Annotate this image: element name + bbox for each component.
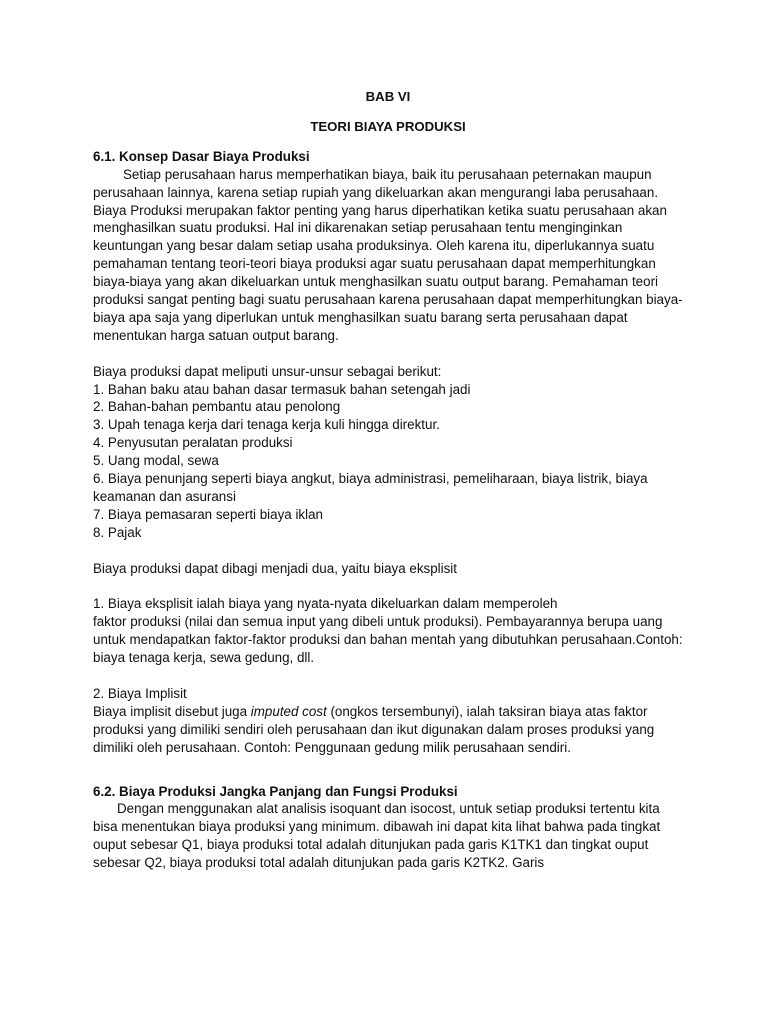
- section-2-heading: 6.2. Biaya Produksi Jangka Panjang dan Fungsi Produksi: [93, 783, 458, 799]
- implicit-cost-heading: 2. Biaya Implisit: [93, 685, 187, 701]
- spacer: [93, 667, 683, 685]
- section-2-paragraph: Dengan menggunakan alat analisis isoquant dan isocost, untuk setiap produksi tertentu kita bisa menentukan biaya produksi yang minimum. dibawah ini dapat kita lihat bahwa pada tingkat ouput sebesar Q1, biaya produksi total adalah ditunjukan pada garis K1TK1 dan tingkat ouput sebesar Q2, biaya produksi total adalah ditunjukan pada garis K2TK2. Garis: [93, 801, 661, 871]
- explicit-cost-line-1: 1. Biaya eksplisit ialah biaya yang nyata-nyata dikeluarkan dalam memperoleh: [93, 596, 558, 612]
- list-item: 7. Biaya pemasaran seperti biaya iklan: [93, 506, 324, 522]
- list-item: 2. Bahan-bahan pembantu atau penolong: [93, 399, 341, 415]
- list-item: 3. Upah tenaga kerja dari tenaga kerja kuli hingga direktur.: [93, 417, 440, 433]
- list-item: 4. Penyusutan peralatan produksi: [93, 435, 293, 451]
- explicit-cost-text: faktor produksi (nilai dan semua input yang dibeli untuk produksi). Pembayarannya berupa uang untuk mendapatkan faktor-faktor produksi dan bahan mentah yang dibutuhkan perusahaan.Contoh: biaya tenaga kerja, sewa gedung, dll.: [93, 614, 683, 666]
- list-item: 5. Uang modal, sewa: [93, 453, 219, 469]
- imputed-cost-term: imputed cost: [250, 703, 327, 719]
- cost-elements-intro: Biaya produksi dapat meliputi unsur-unsur sebagai berikut:: [93, 363, 442, 379]
- list-item: 1. Bahan baku atau bahan dasar termasuk bahan setengah jadi: [93, 381, 471, 397]
- document-page: [93, 88, 683, 872]
- implicit-cost-text-start: Biaya implisit disebut juga: [93, 703, 251, 719]
- chapter-heading: BAB VI: [365, 89, 411, 104]
- chapter-title: TEORI BIAYA PRODUKSI: [310, 118, 466, 134]
- cost-elements-list: [93, 381, 683, 542]
- implicit-cost-text: [93, 703, 683, 757]
- spacer: [93, 757, 683, 783]
- cost-division-text: Biaya produksi dapat dibagi menjadi dua, yaitu biaya eksplisit: [93, 560, 457, 576]
- list-item: 8. Pajak: [93, 524, 142, 540]
- spacer: [93, 345, 683, 363]
- list-item: 6. Biaya penunjang seperti biaya angkut, biaya administrasi, pemeliharaan, biaya listrik, biaya keamanan dan asuransi: [93, 471, 648, 505]
- implicit-cost-text-end: (ongkos tersembunyi), ialah taksiran biaya atas faktor produksi yang dimiliki sendiri oleh perusahaan dan ikut digunakan dalam proses produksi yang dimiliki oleh perusahaan. Contoh: Penggunaan gedung milik perusahaan sendiri.: [93, 703, 655, 755]
- section-1-heading: 6.1. Konsep Dasar Biaya Produksi: [93, 148, 310, 164]
- section-1-paragraph: Setiap perusahaan harus memperhatikan biaya, baik itu perusahaan peternakan maupun perusahaan lainnya, karena setiap rupiah yang dikeluarkan akan mengurangi laba perusahaan. Biaya Produksi merupakan faktor penting yang harus diperhatikan ketika suatu perusahaan akan menghasilkan suatu produksi. Hal ini dikarenakan setiap perusahaan tentu menginginkan keuntungan yang besar dalam setiap usaha produksinya. Oleh karena itu, diperlukannya suatu pemahaman tentang teori-teori biaya produksi agar suatu perusahaan dapat memperhitungkan biaya-biaya yang akan dikeluarkan untuk menghasilkan suatu output barang. Pemahaman teori produksi sangat penting bagi suatu perusahaan karena perusahaan dapat memperhitungkan biaya-biaya apa saja yang diperlukan untuk menghasilkan suatu barang serta perusahaan dapat menentukan harga satuan output barang.: [93, 166, 683, 343]
- spacer: [93, 578, 683, 596]
- spacer: [93, 542, 683, 560]
